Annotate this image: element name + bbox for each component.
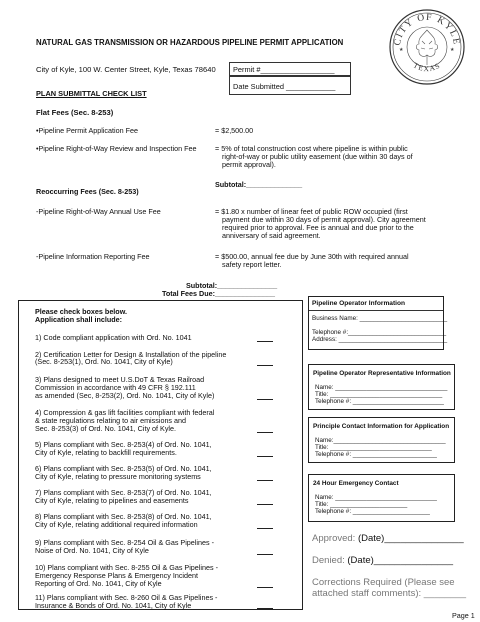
corrections-required-field[interactable]: attached staff comments): ________: [312, 588, 467, 599]
checklist-item: & state regulations relating to air emissions and: [35, 416, 187, 425]
operator-info-box: [308, 296, 448, 350]
checklist-item: 9) Plans compliant with Sec. 8-254 Oil & Gas Pipelines -: [35, 538, 214, 547]
checklist-item: Commission in accordance with 49 CFR § 192.111: [35, 383, 196, 392]
checklist-item: 10) Plans compliant with Sec. 8-255 Oil & Gas Pipelines -: [35, 563, 218, 572]
fee-row-value: = $500.00, annual fee due by June 30th with required annual: [215, 252, 409, 261]
checklist-intro: Please check boxes below.: [35, 307, 128, 316]
checkbox-line[interactable]: [257, 480, 273, 481]
recurring-fees-subtotal[interactable]: Subtotal:_______________: [186, 281, 278, 290]
recurring-fees-heading: Reoccurring Fees (Sec. 8-253): [36, 187, 139, 196]
permit-number-box[interactable]: [229, 62, 351, 76]
representative-info-box: [308, 364, 455, 410]
checklist-item: City of Kyle, relating to pressure monitoring systems: [35, 472, 201, 481]
checklist-item: 11) Plans compliant with Sec. 8-260 Oil & Gas Pipelines -: [35, 593, 218, 602]
approved-date: (Date)_______________: [357, 533, 464, 544]
operator-info-heading: Pipeline Operator Information: [312, 300, 406, 307]
fee-row-value: = $1.80 x number of linear feet of public ROW occupied (first: [215, 207, 408, 216]
emergency-name-field[interactable]: Name: _____________________________: [315, 494, 437, 501]
fee-row-value: required prior to approval. Fee is annual and due prior to the: [222, 223, 414, 232]
denied-label: Denied:: [312, 555, 348, 566]
city-seal: [388, 8, 466, 86]
checklist-item: Insurance & Bonds of Ord. No. 1041, City of Kyle: [35, 601, 192, 610]
denied-line[interactable]: [312, 555, 453, 566]
approved-label: Approved:: [312, 533, 358, 544]
checklist-item: 1) Code compliant application with Ord. No. 1041: [35, 333, 192, 342]
fee-row-name: •Pipeline Permit Application Fee: [36, 126, 138, 135]
representative-info-heading: Pipeline Operator Representative Information: [313, 370, 451, 377]
checklist-item: City of Kyle, relating additional required information: [35, 520, 198, 529]
checkbox-line[interactable]: [257, 365, 273, 366]
corrections-required-label: Corrections Required (Please see: [312, 577, 455, 588]
checklist-item: 5) Plans compliant with Sec. 8-253(4) of Ord. No. 1041,: [35, 440, 212, 449]
checklist-item: 8) Plans compliant with Sec. 8-253(8) of Ord. No. 1041,: [35, 512, 212, 521]
emergency-contact-heading: 24 Hour Emergency Contact: [313, 480, 399, 487]
svg-text:★: ★: [399, 47, 404, 53]
rep-title-field[interactable]: Title: ________________________________: [315, 391, 443, 398]
checkbox-line[interactable]: [257, 587, 273, 588]
checkbox-line[interactable]: [257, 341, 273, 342]
checkbox-line[interactable]: [257, 399, 273, 400]
city-address: City of Kyle, 100 W. Center Street, Kyle, Texas 78640: [36, 65, 216, 74]
checklist-item: 2) Certification Letter for Design & Installation of the pipeline: [35, 350, 227, 359]
date-submitted-box[interactable]: [229, 76, 351, 95]
checklist-item: 6) Plans compliant with Sec. 8-253(5) of Ord. No. 1041,: [35, 464, 212, 473]
fee-row-value: safety report letter.: [222, 260, 282, 269]
checklist-item: 4) Compression & gas lift facilities compliant with federal: [35, 408, 215, 417]
fee-row-value: = $2,500.00: [215, 126, 254, 135]
seal-top-text: CITY OF KYLE: [392, 12, 462, 47]
denied-date: (Date)_______________: [347, 555, 454, 566]
checkbox-line[interactable]: [257, 432, 273, 433]
seal-bottom-text: TEXAS: [411, 60, 443, 74]
fee-row-name: •Pipeline Right-of-Way Review and Inspection Fee: [36, 144, 197, 153]
fee-row-name: -Pipeline Information Reporting Fee: [36, 252, 150, 261]
emergency-telephone-field[interactable]: Telephone #: ______________________: [315, 508, 430, 515]
checklist-item: (Sec. 8-253(1), Ord. No. 1041, City of Kyle): [35, 357, 173, 366]
checklist-title: PLAN SUBMITTAL CHECK LIST: [36, 89, 147, 98]
checklist-item: 7) Plans compliant with Sec. 8-253(7) of Ord. No. 1041,: [35, 488, 212, 497]
emergency-contact-box: [308, 474, 455, 522]
form-title: NATURAL GAS TRANSMISSION OR HAZARDOUS PIPELINE PERMIT APPLICATION: [36, 38, 344, 47]
fee-row-value: right-of-way or public utility easement (due within 30 days of: [222, 152, 413, 161]
emergency-title-field[interactable]: Title: ______________________: [315, 501, 408, 508]
principle-contact-heading: Principle Contact Information for Application: [313, 423, 450, 430]
checklist-item: 3) Plans designed to meet U.S.DoT & Texas Railroad: [35, 375, 205, 384]
checklist-item: Emergency Response Plans & Emergency Incident: [35, 571, 198, 580]
address-field[interactable]: Address: _______________________________: [312, 336, 448, 343]
principle-telephone-field[interactable]: Telephone #: ________________________: [315, 451, 437, 458]
fee-row-value: anniversary of said agreement.: [222, 231, 321, 240]
fee-row-name: -Pipeline Right-of-Way Annual Use Fee: [36, 207, 161, 216]
divider: [309, 310, 443, 311]
rep-telephone-field[interactable]: Telephone #: __________________________: [315, 398, 444, 405]
flat-fees-heading: Flat Fees (Sec. 8-253): [36, 108, 114, 117]
checklist-item: as amended (Sec, 8-253(2), Ord. No. 1041, City of Kyle): [35, 391, 215, 400]
date-submitted-label: Date Submitted ____________: [233, 82, 336, 91]
flat-fees-subtotal[interactable]: Subtotal:______________: [215, 180, 303, 189]
checklist-item: City of Kyle, relating to pipelines and easements: [35, 496, 189, 505]
checklist-intro: Application shall include:: [35, 315, 123, 324]
fee-row-value: permit approval).: [222, 160, 276, 169]
fee-row-value: payment due within 30 days of permit approval). City agreement: [222, 215, 426, 224]
fee-row-value: = 5% of total construction cost where pipeline is within public: [215, 144, 408, 153]
checklist-box: [18, 300, 303, 610]
permit-number-label: Permit #__________________: [233, 65, 335, 74]
checklist-item: City of Kyle, relating to backfill requirements.: [35, 448, 177, 457]
checkbox-line[interactable]: [257, 456, 273, 457]
svg-text:★: ★: [450, 47, 455, 53]
checklist-item: Reporting of Ord. No. 1041, City of Kyle: [35, 579, 162, 588]
approved-line[interactable]: [312, 533, 464, 544]
principle-contact-box: [308, 417, 455, 463]
checkbox-line[interactable]: [257, 554, 273, 555]
checkbox-line[interactable]: [257, 504, 273, 505]
checklist-item: Noise of Ord. No. 1041, City of Kyle: [35, 546, 149, 555]
checkbox-line[interactable]: [257, 608, 273, 609]
telephone-field[interactable]: Telephone #:____________________________: [312, 329, 447, 336]
principle-name-field[interactable]: Name:________________________________: [315, 437, 446, 444]
business-name-field[interactable]: Business Name: _________________________: [312, 315, 448, 322]
rep-name-field[interactable]: Name: ________________________________: [315, 384, 448, 391]
page-number: Page 1: [452, 611, 475, 620]
checkbox-line[interactable]: [257, 528, 273, 529]
total-fees-due[interactable]: Total Fees Due:_______________: [162, 289, 275, 298]
checklist-item: Sec. 8-253(3) of Ord. No. 1041, City of Kyle.: [35, 424, 177, 433]
principle-title-field[interactable]: Title: _____________________________: [315, 444, 432, 451]
